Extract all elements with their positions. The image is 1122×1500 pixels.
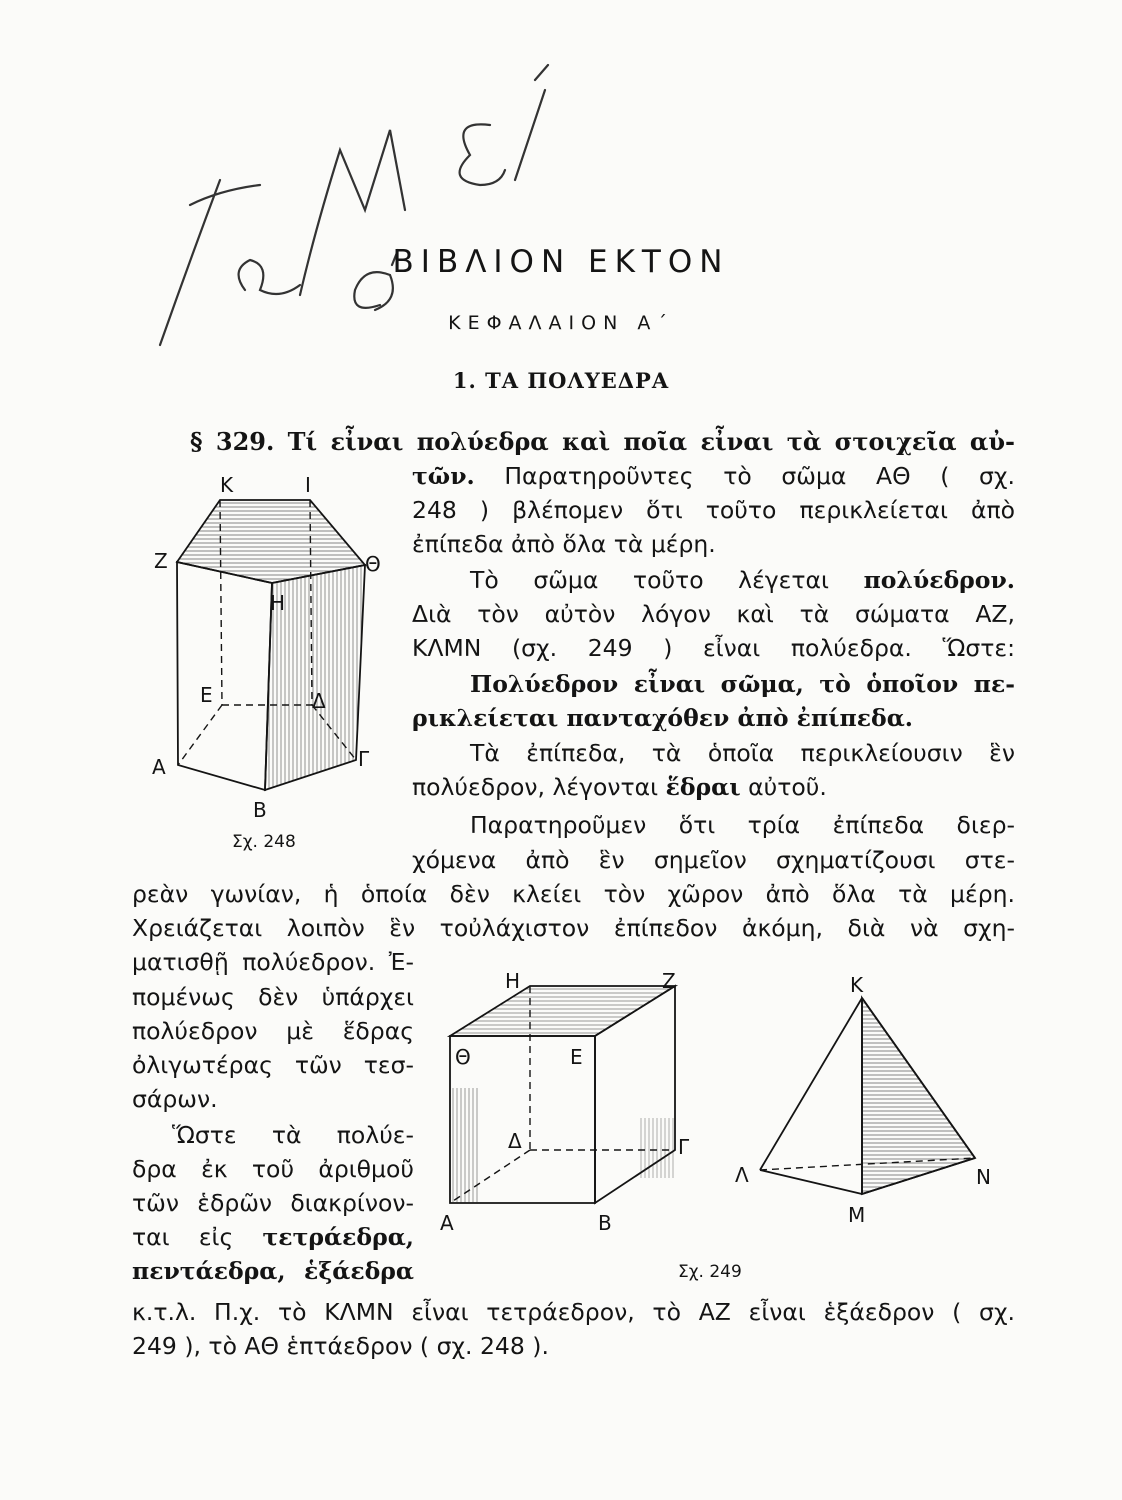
text-line: σάρων. bbox=[132, 1085, 218, 1113]
text-line: Διὰ τὸν αὐτὸν λόγον καὶ τὰ σώματα ΑΖ, bbox=[412, 600, 1015, 628]
tetra-shaded-face bbox=[862, 998, 975, 1194]
vertex-label-I: Ι bbox=[305, 473, 311, 497]
term-polyhedron: πολύεδρον. bbox=[863, 566, 1015, 594]
vertex-label-Theta: Θ bbox=[365, 552, 381, 576]
text-span: αὐτοῦ. bbox=[748, 773, 827, 801]
vertex-label-Gamma: Γ bbox=[358, 747, 370, 771]
cube-label-B: Β bbox=[598, 1211, 612, 1235]
vertex-label-E: Ε bbox=[200, 683, 213, 707]
text-line: 248 ) βλέπομεν ὅτι τοῦτο περικλείεται ἀπὸ bbox=[412, 496, 1015, 524]
vertex-label-Delta: Δ bbox=[312, 689, 326, 713]
vertex-label-H: Η bbox=[270, 591, 286, 615]
chapter-title: ΚΕΦΑΛΑΙΟΝ Α΄ bbox=[448, 312, 674, 334]
definition-line: Πολύεδρον εἶναι σῶμα, τὸ ὁποῖον πε- bbox=[470, 670, 1015, 698]
text-line: Τὰ ἐπίπεδα, τὰ ὁποῖα περικλείουσιν ἓν bbox=[470, 739, 1015, 767]
text-line: ἐπίπεδα ἀπὸ ὅλα τὰ μέρη. bbox=[412, 530, 716, 558]
text-line bbox=[132, 1220, 414, 1254]
text-line: ρεὰν γωνίαν, ἡ ὁποία δὲν κλείει τὸν χῶρον ἀπὸ ὅλα τὰ μέρη. bbox=[132, 880, 1015, 908]
book-title: ΒΙΒΛΙΟΝ ΕΚΤΟΝ bbox=[392, 244, 730, 280]
cube-label-Z: Ζ bbox=[662, 969, 676, 993]
text-line bbox=[470, 563, 1015, 597]
text-line bbox=[132, 1254, 414, 1288]
vertex-label-Z: Ζ bbox=[154, 549, 168, 573]
text-line: πομένως δὲν ὑπάρχει bbox=[132, 983, 414, 1011]
term-faces: ἕδραι bbox=[665, 773, 741, 801]
text-line: χόμενα ἀπὸ ἓν σημεῖον σχηματίζουσι στε- bbox=[412, 846, 1015, 874]
section-title: 1. ΤΑ ΠΟΛΥΕΔΡΑ bbox=[452, 368, 670, 393]
figure-248-caption: Σχ. 248 bbox=[232, 832, 296, 852]
heading-end: τῶν. bbox=[412, 462, 475, 490]
cube-label-A: Α bbox=[440, 1211, 454, 1235]
figure-248 bbox=[140, 470, 400, 870]
text-line bbox=[412, 770, 827, 804]
text-line: πολύεδρον μὲ ἕδρας bbox=[132, 1017, 414, 1045]
cube-label-H: Η bbox=[505, 969, 521, 993]
text-line bbox=[412, 459, 1015, 493]
text-line: ΚΛΜΝ (σχ. 249 ) εἶναι πολύεδρα. Ὥστε: bbox=[412, 634, 1015, 662]
figure-249-caption: Σχ. 249 bbox=[678, 1262, 742, 1282]
text-line: 249 ), τὸ ΑΘ ἑπτάεδρον ( σχ. 248 ). bbox=[132, 1332, 549, 1360]
cube-right-shading bbox=[640, 1118, 675, 1178]
term-hexahedra: ἑξάεδρα bbox=[304, 1257, 414, 1285]
text-line: ὀλιγωτέρας τῶν τεσ- bbox=[132, 1051, 414, 1079]
definition-line: ρικλείεται πανταχόθεν ἀπὸ ἐπίπεδα. bbox=[412, 704, 913, 732]
text-line: Ὥστε τὰ πολύε- bbox=[172, 1121, 414, 1149]
left-face bbox=[177, 562, 272, 790]
text-span: ται εἰς bbox=[132, 1223, 234, 1251]
figure-249-tetrahedron bbox=[730, 970, 1010, 1250]
cube-label-Delta: Δ bbox=[508, 1129, 522, 1153]
vertex-label-A: Α bbox=[152, 755, 166, 779]
text-span: πολύεδρον, λέγονται bbox=[412, 773, 659, 801]
tetra-label-M: Μ bbox=[848, 1203, 866, 1227]
text-span: Τὸ σῶμα τοῦτο λέγεται bbox=[470, 566, 829, 594]
tetra-label-N: Ν bbox=[976, 1165, 991, 1189]
cube-label-E: Ε bbox=[570, 1045, 583, 1069]
term-pentahedra: πεντάεδρα, bbox=[132, 1257, 286, 1285]
cube-top-face bbox=[450, 986, 675, 1036]
term-tetrahedra: τετράεδρα, bbox=[262, 1223, 414, 1251]
text-line: Παρατηροῦμεν ὅτι τρία ἐπίπεδα διερ- bbox=[470, 811, 1015, 839]
text-line: δρα ἐκ τοῦ ἀριθμοῦ bbox=[132, 1155, 414, 1183]
text-line: τῶν ἑδρῶν διακρίνον- bbox=[132, 1189, 414, 1217]
vertex-label-K: Κ bbox=[220, 473, 234, 497]
tetra-label-L: Λ bbox=[735, 1163, 749, 1187]
text-line: κ.τ.λ. Π.χ. τὸ ΚΛΜΝ εἶναι τετράεδρον, τὸ ΑΖ εἶναι ἑξάεδρον ( σχ. bbox=[132, 1298, 1015, 1326]
figure-249-cube bbox=[420, 968, 720, 1238]
text-span: Παρατηροῦντες τὸ σῶμα ΑΘ ( σχ. bbox=[504, 462, 1015, 490]
cube-label-Theta: Θ bbox=[455, 1045, 471, 1069]
cube-label-Gamma: Γ bbox=[678, 1135, 690, 1159]
vertex-label-B: Β bbox=[253, 798, 267, 822]
tetra-label-K: Κ bbox=[850, 973, 864, 997]
text-line: ματισθῇ πολύεδρον. Ἐ- bbox=[132, 948, 414, 976]
text-line: Χρειάζεται λοιπὸν ἓν τοὐλάχιστον ἐπίπεδον ἀκόμη, διὰ νὰ σχη- bbox=[132, 914, 1015, 942]
paragraph-heading: § 329. Τί εἶναι πολύεδρα καὶ ποῖα εἶναι τὰ στοιχεῖα αὐ- bbox=[190, 427, 1015, 456]
